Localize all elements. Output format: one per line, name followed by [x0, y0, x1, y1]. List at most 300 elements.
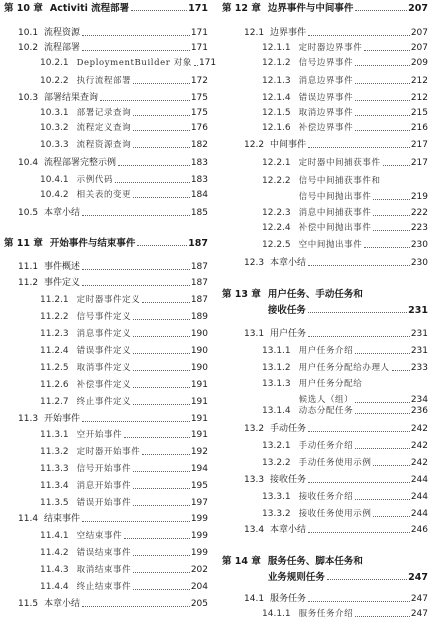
- toc-entry-title: 边界事件: [270, 28, 307, 38]
- dot-leader: [308, 312, 407, 313]
- toc-entry-sub[interactable]: [262, 346, 428, 357]
- toc-entry-section[interactable]: [18, 599, 208, 610]
- dot-leader: [308, 147, 410, 148]
- toc-entry-number: 11.4.3: [40, 565, 69, 575]
- toc-entry-page-number: 191: [190, 397, 208, 407]
- toc-entry-title: 开始事件与结束事件: [49, 238, 136, 249]
- toc-entry-number: 10.3.2: [40, 123, 69, 133]
- toc-entry-page-number: 199: [190, 548, 208, 558]
- toc-entry-page-number: 230: [410, 258, 428, 268]
- toc-entry-page-number: 223: [410, 223, 428, 233]
- toc-entry-title-first-line: [262, 176, 428, 187]
- toc-entry-title: 消息开始事件: [76, 481, 132, 491]
- dot-leader: [131, 10, 187, 11]
- toc-entry-sub[interactable]: [40, 108, 208, 119]
- toc-entry-title: 服务任务介绍: [298, 609, 354, 619]
- toc-entry-number: 14.1: [244, 594, 265, 604]
- toc-entry-number: 14.1.1: [262, 609, 291, 619]
- toc-entry-page-number: 217: [410, 158, 428, 168]
- toc-entry-page-number: 204: [190, 582, 208, 592]
- toc-entry-sub[interactable]: [262, 223, 428, 234]
- toc-entry-number: 11.3: [18, 414, 39, 424]
- toc-entry-title: 错误边界事件: [298, 93, 354, 103]
- toc-entry-title: 用户任务: [270, 329, 307, 339]
- toc-entry-sub[interactable]: [262, 406, 428, 417]
- toc-entry-title: 用户任务介绍: [298, 346, 354, 356]
- toc-entry-title: 手动任务使用示例: [298, 458, 372, 468]
- dot-leader: [308, 532, 410, 533]
- toc-entry-page-number: 190: [190, 329, 208, 339]
- toc-entry-title: 边界事件与中间事件: [267, 3, 354, 14]
- toc-entry-section[interactable]: [244, 329, 428, 340]
- toc-entry-title: Activiti 流程部署: [49, 3, 130, 14]
- toc-entry-number: 11.2: [18, 278, 39, 288]
- dot-leader: [364, 50, 409, 51]
- toc-entry-section[interactable]: [18, 414, 208, 425]
- toc-entry-number: 10.4: [18, 158, 39, 168]
- toc-entry-sub[interactable]: [262, 76, 428, 87]
- toc-entry-sub[interactable]: [40, 312, 208, 323]
- toc-entry-number: 13.4: [244, 525, 265, 535]
- toc-entry-section[interactable]: [18, 278, 208, 289]
- toc-entry-sub[interactable]: [262, 208, 428, 219]
- dot-leader: [137, 245, 187, 246]
- toc-entry-page-number: 175: [190, 108, 208, 118]
- toc-entry-sub[interactable]: [40, 481, 208, 492]
- toc-entry-sub[interactable]: [40, 346, 208, 357]
- dot-leader: [82, 269, 190, 270]
- toc-entry-title: 消息边界事件: [298, 76, 354, 86]
- toc-entry-title: 错误事件定义: [76, 346, 132, 356]
- toc-entry-title: 定时器中间捕获事件: [298, 158, 381, 168]
- toc-entry-sub[interactable]: [262, 108, 428, 119]
- toc-entry-page-number: 199: [190, 531, 208, 541]
- toc-entry-number: 第 10 章: [4, 3, 43, 14]
- toc-entry-title: 补偿中间抛出事件: [298, 223, 372, 233]
- toc-entry-sub[interactable]: [40, 175, 208, 186]
- toc-entry-page-number: 215: [410, 108, 428, 118]
- toc-entry-title: 空结束事件: [76, 531, 123, 541]
- toc-entry-title: 流程资源查询: [76, 140, 132, 150]
- dot-leader: [308, 336, 410, 337]
- toc-entry-title: 动态分配任务: [298, 406, 354, 416]
- toc-entry-page-number: 236: [410, 406, 428, 416]
- dot-leader: [308, 35, 410, 36]
- toc-entry-page-number: 231: [410, 346, 428, 356]
- toc-entry-page-number: 190: [190, 363, 208, 373]
- dot-leader: [194, 65, 198, 66]
- dot-leader: [355, 115, 410, 116]
- toc-entry-page-number: 244: [410, 509, 428, 519]
- toc-entry-number: 第 12 章: [222, 3, 261, 14]
- toc-entry-title: 示例代码: [76, 175, 114, 185]
- dot-leader: [133, 404, 190, 405]
- toc-entry-sub[interactable]: [262, 441, 428, 452]
- toc-entry-page-number: 202: [190, 565, 208, 575]
- toc-entry-title: 空中间抛出事件: [298, 240, 363, 250]
- dot-leader: [82, 421, 190, 422]
- toc-entry-sub[interactable]: [40, 430, 208, 441]
- dot-leader: [133, 488, 190, 489]
- dot-leader: [133, 387, 190, 388]
- dot-leader: [373, 230, 409, 231]
- toc-entry-title: 本章小结: [44, 208, 81, 218]
- toc-entry-number: 10.2: [18, 43, 39, 53]
- toc-entry-number: 12.1.5: [262, 108, 291, 118]
- toc-entry-sub[interactable]: [40, 464, 208, 475]
- toc-entry-sub[interactable]: [40, 58, 217, 69]
- toc-entry-section[interactable]: [18, 43, 208, 54]
- toc-entry-page-number: 246: [410, 525, 428, 535]
- toc-entry-sub[interactable]: [40, 498, 208, 509]
- toc-entry-sub[interactable]: [262, 509, 428, 520]
- toc-entry-page-number: 247: [410, 609, 428, 619]
- toc-entry-page-number: 182: [190, 140, 208, 150]
- dot-leader: [355, 83, 410, 84]
- toc-entry-page-number: 230: [410, 240, 428, 250]
- dot-leader: [355, 402, 410, 403]
- dot-leader: [373, 215, 409, 216]
- toc-entry-sub[interactable]: [40, 380, 208, 391]
- toc-entry-title: 事件概述: [44, 262, 81, 272]
- dot-leader: [142, 454, 189, 455]
- toc-entry-title: 用户任务分配给: [298, 379, 363, 389]
- toc-entry-number: 11.3.2: [40, 447, 69, 457]
- toc-entry-chapter[interactable]: [222, 305, 428, 316]
- toc-entry-sub[interactable]: [40, 295, 208, 306]
- dot-leader: [355, 10, 407, 11]
- toc-entry-page-number: 185: [190, 208, 208, 218]
- toc-entry-page-number: 176: [190, 123, 208, 133]
- toc-entry-number: 11.4.4: [40, 582, 69, 592]
- toc-entry-page-number: 187: [190, 278, 208, 288]
- toc-entry-number: 13.1: [244, 329, 265, 339]
- toc-entry-page-number: 216: [410, 123, 428, 133]
- toc-entry-title: 本章小结: [44, 599, 81, 609]
- toc-entry-number: 12.1.1: [262, 43, 291, 53]
- toc-entry-page-number: 212: [410, 93, 428, 103]
- toc-entry-section[interactable]: [244, 525, 428, 536]
- toc-entry-page-number: 244: [410, 475, 428, 485]
- dot-leader: [355, 65, 410, 66]
- toc-entry-number: 13.1.1: [262, 346, 291, 356]
- toc-entry-section[interactable]: [244, 140, 428, 151]
- toc-entry-sub[interactable]: [262, 395, 428, 406]
- toc-entry-sub[interactable]: [40, 447, 208, 458]
- toc-entry-sub[interactable]: [262, 93, 428, 104]
- toc-entry-page-number: 207: [410, 43, 428, 53]
- toc-entry-title: 本章小结: [270, 258, 307, 268]
- dot-leader: [355, 616, 410, 617]
- toc-entry-section[interactable]: [244, 28, 428, 39]
- dot-leader: [355, 353, 410, 354]
- toc-entry-title: 流程部署完整示例: [44, 158, 117, 168]
- dot-leader: [392, 370, 410, 371]
- toc-entry-sub[interactable]: [40, 140, 208, 151]
- dot-leader: [355, 130, 410, 131]
- toc-entry-sub[interactable]: [40, 190, 208, 201]
- toc-entry-section[interactable]: [18, 262, 208, 273]
- toc-entry-page-number: 184: [190, 190, 208, 200]
- dot-leader: [124, 437, 190, 438]
- toc-entry-sub[interactable]: [40, 582, 208, 593]
- toc-entry-number: 11.2.6: [40, 380, 69, 390]
- toc-entry-number: 12.2.2: [262, 176, 291, 186]
- toc-entry-section[interactable]: [18, 208, 208, 219]
- toc-entry-title: 取消结束事件: [76, 565, 132, 575]
- toc-entry-page-number: 191: [190, 430, 208, 440]
- toc-entry-number: 11.3.1: [40, 430, 69, 440]
- toc-entry-page-number: 171: [190, 43, 208, 53]
- toc-entry-chapter[interactable]: [4, 3, 208, 14]
- toc-entry-title: 终止结束事件: [76, 582, 132, 592]
- toc-entry-title: 空开始事件: [76, 430, 123, 440]
- toc-entry-number: 12.2.3: [262, 208, 291, 218]
- toc-entry-section[interactable]: [18, 93, 208, 104]
- toc-entry-number: 11.2.1: [40, 295, 69, 305]
- toc-entry-number: 10.2.2: [40, 76, 69, 86]
- dot-leader: [133, 370, 190, 371]
- toc-entry-title: 中间事件: [270, 140, 307, 150]
- dot-leader: [124, 538, 190, 539]
- toc-entry-page-number: 205: [190, 599, 208, 609]
- toc-entry-sub[interactable]: [262, 58, 428, 69]
- toc-entry-page-number: 247: [410, 594, 428, 604]
- toc-entry-title: 定时器事件定义: [76, 295, 141, 305]
- dot-leader: [355, 100, 410, 101]
- toc-entry-sub[interactable]: [40, 123, 208, 134]
- toc-entry-page-number: 183: [190, 175, 208, 185]
- dot-leader: [355, 448, 410, 449]
- dot-leader: [133, 471, 190, 472]
- dot-leader: [133, 83, 190, 84]
- toc-entry-page-number: 191: [190, 414, 208, 424]
- toc-entry-section[interactable]: [244, 475, 428, 486]
- toc-entry-section[interactable]: [18, 158, 208, 169]
- toc-entry-number: 12.2.5: [262, 240, 291, 250]
- toc-entry-page-number: 247: [408, 572, 428, 583]
- toc-entry-number: 第 11 章: [4, 238, 43, 249]
- toc-entry-number: 13.2.2: [262, 458, 291, 468]
- toc-entry-section[interactable]: [18, 28, 208, 39]
- dot-leader: [327, 579, 407, 580]
- toc-entry-number: 第 14 章: [222, 556, 261, 567]
- toc-entry-title: 补偿边界事件: [298, 123, 354, 133]
- toc-entry-page-number: 187: [190, 295, 208, 305]
- toc-entry-section[interactable]: [244, 258, 428, 269]
- toc-entry-page-number: 192: [190, 447, 208, 457]
- toc-entry-number: 13.3.2: [262, 509, 291, 519]
- dot-leader: [308, 265, 410, 266]
- toc-entry-title: 结束事件: [44, 514, 81, 524]
- toc-entry-title: 定时器边界事件: [298, 43, 363, 53]
- toc-entry-page-number: 242: [410, 441, 428, 451]
- toc-entry-number: 11.3.5: [40, 498, 69, 508]
- toc-entry-number: 12.2: [244, 140, 265, 150]
- toc-entry-title: 服务任务、脚本任务和: [267, 556, 363, 567]
- toc-entry-number: 13.1.4: [262, 406, 291, 416]
- toc-entry-sub[interactable]: [262, 458, 428, 469]
- toc-entry-number: 11.4.1: [40, 531, 69, 541]
- toc-entry-title: 业务规则任务: [267, 572, 325, 583]
- toc-entry-sub[interactable]: [262, 192, 428, 203]
- toc-entry-page-number: 222: [410, 208, 428, 218]
- toc-entry-title: 开始事件: [44, 414, 81, 424]
- toc-entry-page-number: 219: [410, 192, 428, 202]
- toc-entry-page-number: 242: [410, 458, 428, 468]
- toc-entry-title-first-line: [222, 289, 428, 300]
- toc-entry-title: 定时器开始事件: [76, 447, 141, 457]
- toc-entry-chapter[interactable]: [222, 3, 428, 14]
- toc-entry-title: 信号中间捕获事件和: [298, 176, 381, 186]
- dot-leader: [355, 413, 410, 414]
- dot-leader: [82, 521, 190, 522]
- toc-entry-title-first-line: [222, 556, 428, 567]
- toc-entry-page-number: 187: [190, 262, 208, 272]
- toc-entry-number: 11.3.4: [40, 481, 69, 491]
- toc-entry-title: 补偿事件定义: [76, 380, 132, 390]
- toc-entry-sub[interactable]: [262, 240, 428, 251]
- toc-entry-title: 取消边界事件: [298, 108, 354, 118]
- dot-leader: [373, 465, 409, 466]
- toc-entry-sub[interactable]: [262, 123, 428, 134]
- toc-entry-title: 用户任务、手动任务和: [267, 289, 363, 300]
- toc-entry-number: 13.2: [244, 424, 265, 434]
- toc-entry-title: 事件定义: [44, 278, 81, 288]
- toc-entry-section[interactable]: [244, 594, 428, 605]
- toc-entry-number: 11.4.2: [40, 548, 69, 558]
- toc-entry-title: 手动任务介绍: [298, 441, 354, 451]
- toc-entry-title: 相关表的变更: [76, 190, 132, 200]
- dot-leader: [308, 601, 410, 602]
- toc-entry-page-number: 242: [410, 424, 428, 434]
- dot-leader: [133, 319, 190, 320]
- toc-entry-page-number: 197: [190, 498, 208, 508]
- toc-entry-page-number: 199: [190, 514, 208, 524]
- dot-leader: [133, 130, 190, 131]
- toc-entry-chapter[interactable]: [4, 238, 208, 249]
- dot-leader: [133, 589, 190, 590]
- toc-entry-sub[interactable]: [262, 492, 428, 503]
- toc-entry-page-number: 217: [410, 140, 428, 150]
- toc-entry-number: 10.1: [18, 28, 39, 38]
- toc-entry-sub[interactable]: [262, 43, 428, 54]
- toc-entry-page-number: 195: [190, 481, 208, 491]
- toc-entry-number: 第 13 章: [222, 289, 261, 300]
- toc-entry-number: 13.3: [244, 475, 265, 485]
- toc-entry-page-number: 190: [190, 346, 208, 356]
- toc-entry-title: 执行流程部署: [76, 76, 132, 86]
- toc-entry-number: 12.2.4: [262, 223, 291, 233]
- toc-entry-title: 手动任务: [270, 424, 307, 434]
- toc-entry-title: 终止事件定义: [76, 397, 132, 407]
- toc-entry-title: 候选人（组）: [298, 395, 354, 405]
- toc-entry-title: 信号边界事件: [298, 58, 354, 68]
- toc-entry-sub[interactable]: [40, 363, 208, 374]
- toc-entry-title: 流程定义查询: [76, 123, 132, 133]
- toc-entry-page-number: 194: [190, 464, 208, 474]
- toc-entry-number: 10.3: [18, 93, 39, 103]
- dot-leader: [373, 199, 409, 200]
- toc-entry-sub[interactable]: [262, 158, 428, 169]
- toc-entry-sub[interactable]: [262, 609, 428, 620]
- toc-entry-number: 11.4: [18, 514, 39, 524]
- toc-entry-number: 11.1: [18, 262, 39, 272]
- dot-leader: [133, 336, 190, 337]
- toc-entry-title: 部署结果查询: [44, 93, 99, 103]
- toc-entry-page-number: 231: [408, 305, 428, 316]
- dot-leader: [115, 182, 190, 183]
- toc-entry-title: 信号开始事件: [76, 464, 132, 474]
- dot-leader: [133, 115, 190, 116]
- toc-entry-title: 流程资源: [44, 28, 81, 38]
- toc-entry-page-number: 172: [190, 76, 208, 86]
- toc-entry-sub[interactable]: [40, 565, 208, 576]
- toc-entry-number: 13.3.1: [262, 492, 291, 502]
- toc-entry-title: 流程部署: [44, 43, 81, 53]
- toc-entry-sub[interactable]: [40, 397, 208, 408]
- toc-entry-number: 10.5: [18, 208, 39, 218]
- toc-entry-number: 13.1.2: [262, 363, 291, 373]
- toc-entry-sub[interactable]: [262, 363, 428, 374]
- toc-entry-page-number: 171: [198, 58, 217, 68]
- toc-entry-sub[interactable]: [40, 76, 208, 87]
- toc-entry-page-number: 244: [410, 492, 428, 502]
- toc-entry-number: 13.2.1: [262, 441, 291, 451]
- toc-entry-number: 11.2.5: [40, 363, 69, 373]
- toc-entry-section[interactable]: [18, 514, 208, 525]
- toc-entry-title: 用户任务分配给办理人: [298, 363, 390, 373]
- dot-leader: [133, 197, 190, 198]
- toc-entry-number: 10.3.3: [40, 140, 69, 150]
- toc-entry-page-number: 191: [190, 380, 208, 390]
- dot-leader: [142, 302, 189, 303]
- toc-entry-title: 错误结束事件: [76, 548, 132, 558]
- toc-entry-number: 11.2.4: [40, 346, 69, 356]
- toc-entry-page-number: 209: [410, 58, 428, 68]
- dot-leader: [118, 165, 190, 166]
- dot-leader: [308, 482, 410, 483]
- dot-leader: [133, 572, 190, 573]
- dot-leader: [133, 353, 190, 354]
- toc-entry-number: 13.1.3: [262, 379, 291, 389]
- toc-entry-title: DeploymentBuilder 对象: [76, 58, 192, 68]
- toc-entry-title: 部署记录查询: [76, 108, 132, 118]
- toc-entry-number: 10.3.1: [40, 108, 69, 118]
- dot-leader: [373, 516, 409, 517]
- toc-entry-number: 11.2.2: [40, 312, 69, 322]
- toc-entry-sub[interactable]: [40, 548, 208, 559]
- toc-entry-number: 12.1: [244, 28, 265, 38]
- toc-entry-number: 12.1.2: [262, 58, 291, 68]
- dot-leader: [308, 431, 410, 432]
- toc-entry-sub[interactable]: [40, 531, 208, 542]
- dot-leader: [133, 555, 190, 556]
- dot-leader: [383, 165, 410, 166]
- toc-entry-page-number: 234: [410, 395, 428, 405]
- toc-entry-chapter[interactable]: [222, 572, 428, 583]
- toc-entry-sub[interactable]: [40, 329, 208, 340]
- toc-entry-title: 接收任务使用示例: [298, 509, 372, 519]
- toc-entry-number: 12.1.4: [262, 93, 291, 103]
- toc-entry-number: 11.5: [18, 599, 39, 609]
- dot-leader: [82, 606, 190, 607]
- toc-entry-number: 10.2.1: [40, 58, 69, 68]
- toc-entry-number: 12.3: [244, 258, 265, 268]
- toc-entry-section[interactable]: [244, 424, 428, 435]
- toc-entry-page-number: 207: [408, 3, 428, 14]
- toc-entry-title: 信号事件定义: [76, 312, 132, 322]
